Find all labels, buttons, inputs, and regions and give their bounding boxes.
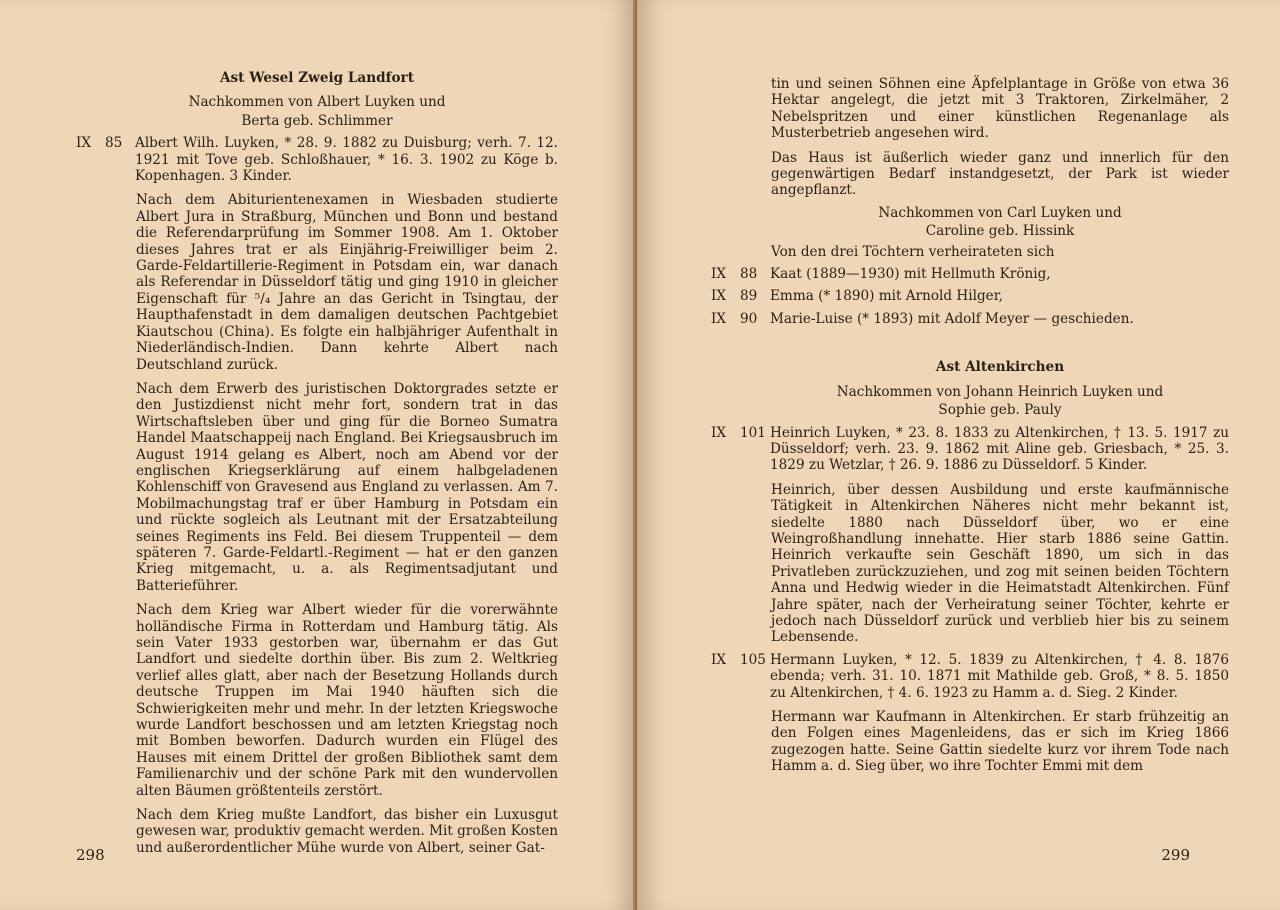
paragraph: Nach dem Krieg mußte Landfort, das bisher ein Luxusgut gewesen war, produktiv gemacht werden. Mit großen Kosten und außerordentlicher Mühe wurde von Albert, seiner Gat- <box>136 807 558 856</box>
entry-number: 85 <box>105 135 123 152</box>
generation-label: IX <box>76 135 92 152</box>
entry-text: Albert Wilh. Luyken, * 28. 9. 1882 zu Duisburg; verh. 7. 12. 1921 mit Tove geb. Schloßhauer, * 16. 3. 1902 zu Köge b. Kopenhagen. 3 Kinder. <box>135 135 558 185</box>
entry-number: 101 <box>740 424 766 441</box>
descendants-line-1: Nachkommen von Albert Luyken und <box>188 94 446 111</box>
genealogy-entry-89 <box>711 288 1229 304</box>
right-page-text <box>711 76 1229 775</box>
intro-line: Von den drei Töchtern verheirateten sich <box>771 243 1055 260</box>
entry-text: Kaat (1889—1930) mit Hellmuth Krönig, <box>770 266 1051 283</box>
page-number: 299 <box>1161 846 1190 864</box>
paragraph: Hermann war Kaufmann in Altenkirchen. Er starb frühzeitig an den Folgen eines Magenleidens, das er sich im Krieg 1866 zugezogen hatte. Seine Gattin siedelte kurz vor ihrem Tode nach Hamm a. d. Sieg über, wo ihre Tochter Emmi mit dem <box>771 709 1229 775</box>
generation-label: IX <box>711 288 727 305</box>
genealogy-entry-105 <box>711 652 1229 701</box>
descendants-line-2: Caroline geb. Hissink <box>925 223 1075 240</box>
paragraph: Nach dem Krieg war Albert wieder für die vorerwähnte holländische Firma in Rotterdam und Hamburg tätig. Als sein Vater 1933 gestorben war, übernahm er das Gut Landfort und siedelte dorthin über. Bis zum 2. Weltkrieg verlief alles glatt, aber nach der Besetzung Hollands durch deutsche Truppen im Mai 1940 häuften sich die Schwierigkeiten mehr und mehr. In der letzten Kriegswoche wurde Landfort beschossen und am letzten Kriegstag noch mit Bomben beworfen. Dadurch wurden ein Flügel des Hauses mit einem Drittel der großen Bibliothek samt dem Familienarchiv und der schöne Park mit den wundervollen alten Bäumen größtenteils zerstört. <box>136 602 558 799</box>
generation-label: IX <box>711 310 727 327</box>
descendants-line-2: Berta geb. Schlimmer <box>241 112 393 129</box>
genealogy-entry-90 <box>711 311 1229 327</box>
entry-text: Heinrich Luyken, * 23. 8. 1833 zu Altenkirchen, † 13. 5. 1917 zu Düsseldorf; verh. 23. 9. 1862 mit Aline geb. Griesbach, * 25. 3. 1829 zu Wetzlar, † 26. 9. 1886 zu Düsseldorf. 5 Kinder. <box>770 424 1229 474</box>
entry-number: 105 <box>740 651 766 668</box>
entry-text: Hermann Luyken, * 12. 5. 1839 zu Altenkirchen, † 4. 8. 1876 ebenda; verh. 31. 10. 1871 mit Mathilde geb. Groß, * 8. 5. 1850 zu Altenkirchen, † 4. 6. 1923 zu Hamm a. d. Sieg. 2 Kinder. <box>770 651 1229 701</box>
entry-text: Marie-Luise (* 1893) mit Adolf Meyer — geschieden. <box>770 310 1134 327</box>
descendants-line-1: Nachkommen von Johann Heinrich Luyken und <box>836 383 1164 400</box>
paragraph: Nach dem Abiturientenexamen in Wiesbaden studierte Albert Jura in Straßburg, München und Bonn und bestand die Referendarprüfung im Sommer 1908. Am 1. Oktober dieses Jahres trat er als Einjährig-Freiwilliger beim 2. Garde-Feldartillerie-Regiment in Potsdam ein, war danach als Referendar in Düsseldorf tätig und ging 1910 in gleicher Eigenschaft für ⁵/₄ Jahre an das Gericht in Tsingtau, der Haupthafenstadt in dem damaligen deutschen Pachtgebiet Kiautschou (China). Es folgte ein halbjähriger Aufenthalt in Niederländisch-Indien. Dann kehrte Albert nach Deutschland zurück. <box>136 192 558 373</box>
left-page <box>0 0 637 910</box>
paragraph: Das Haus ist äußerlich wieder ganz und innerlich für den gegenwärtigen Bedarf instandgesetzt, der Park ist wieder angepflanzt. <box>771 149 1229 199</box>
entry-number: 90 <box>740 310 758 327</box>
section-heading-ast-altenkirchen: Ast Altenkirchen <box>935 359 1065 376</box>
section-heading-ast-wesel: Ast Wesel Zweig Landfort <box>219 70 414 86</box>
generation-label: IX <box>711 651 727 668</box>
descendants-line-2: Sophie geb. Pauly <box>938 402 1062 419</box>
paragraph: Heinrich, über dessen Ausbildung und erste kaufmännische Tätigkeit in Altenkirchen Näheres nicht mehr bekannt ist, siedelte 1880 nach Düsseldorf über, wo er eine Weingroßhandlung innehatte. Hier starb 1886 seine Gattin. Heinrich verkaufte sein Geschäft 1890, um sich in das Privatleben zurückzuziehen, und zog mit seinen beiden Töchtern Anna und Hedwig wieder in die Heimatstadt Altenkirchen. Fünf Jahre später, nach der Verheiratung seiner Töchter, kehrte er jedoch nach Düsseldorf zurück und verblieb hier bis zu seinem Lebensende. <box>771 481 1229 646</box>
entry-number: 88 <box>740 266 758 283</box>
right-page <box>637 0 1280 910</box>
genealogy-entry-101 <box>711 425 1229 474</box>
page-number: 298 <box>76 846 105 864</box>
descendants-line-1: Nachkommen von Carl Luyken und <box>878 204 1122 221</box>
generation-label: IX <box>711 266 727 283</box>
entry-number: 89 <box>740 288 758 305</box>
entry-text: Emma (* 1890) mit Arnold Hilger, <box>770 288 1004 305</box>
paragraph: Nach dem Erwerb des juristischen Doktorgrades setzte er den Justizdienst nicht mehr fort, sondern trat in das Wirtschaftsleben über und ging für die Borneo Sumatra Handel Maatschappeij nach England. Bei Kriegsausbruch im August 1914 gelang es Albert, noch am Abend vor der englischen Kriegserklärung auf einem halbgeladenen Kohlenschiff von Gravesend aus England zu verlassen. Am 7. Mobilmachungstag traf er über Hamburg in Potsdam ein und rückte sogleich als Leutnant mit der Ersatzabteilung seines Regiments ins Feld. Bei diesem Truppenteil — dem späteren 7. Garde-Feldartl.-Regiment — hat er den ganzen Krieg mitgemacht, u. a. als Regimentsadjutant und Batterieführer. <box>136 380 558 594</box>
genealogy-entry-88 <box>711 266 1229 282</box>
generation-label: IX <box>711 424 727 441</box>
section-spacer <box>711 327 1229 359</box>
left-page-text <box>76 70 558 856</box>
genealogy-entry-85 <box>76 135 558 184</box>
paragraph: tin und seinen Söhnen eine Äpfelplantage in Größe von etwa 36 Hektar angelegt, die jetzt mit 3 Traktoren, Zirkelmäher, 2 Nebelspritzen und einer künstlichen Regenanlage als Musterbetrieb angesehen wird. <box>771 76 1229 142</box>
